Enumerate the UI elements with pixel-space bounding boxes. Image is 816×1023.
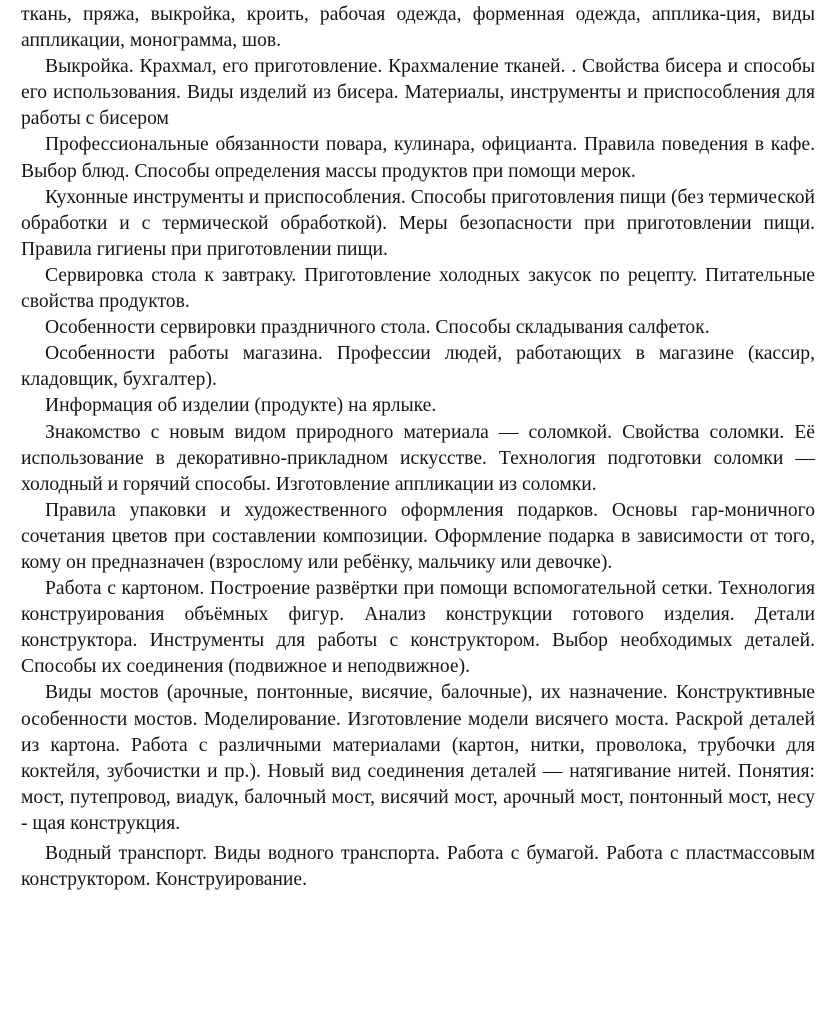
paragraph-breakfast-table: Сервировка стола к завтраку. Приготовление холодных закусок по рецепту. Питательные свойства продуктов. (21, 264, 815, 313)
paragraph-bridges: Виды мостов (арочные, понтонные, висячие, балочные), их назначение. Конструктивные особенности мостов. Моделирование. Изготовление модели висячего моста. Раскрой деталей из картона. Работа с различными материалами (картон, нитки, проволока, трубочки для коктейля, зубочистки и пр.). Новый вид соединения деталей — натягивание нитей. Понятия: мост, путепровод, виадук, балочный мост, висячий мост, арочный мост, понтонный мост, несу - щая конструкция. (21, 682, 815, 834)
paragraph-water-transport: Водный транспорт. Виды водного транспорта. Работа с бумагой. Работа с пластмассовым конструктором. Конструирование. (21, 843, 815, 891)
document-page (21, 2, 815, 893)
paragraph-straw-material: Знакомство с новым видом природного материала — соломкой. Свойства соломки. Её использование в декоративно-прикладном искусстве. Технология подготовки соломки — холодный и горячий способы. Изготовление аппликации из соломки. (21, 421, 815, 495)
paragraph-pattern-starch-beads: Выкройка. Крахмал, его приготовление. Крахмаление тканей. . Свойства бисера и способы его использования. Виды изделий из бисера. Материалы, инструменты и приспособления для работы с бисером (21, 56, 815, 130)
paragraph-shop-work: Особенности работы магазина. Профессии людей, работающих в магазине (кассир, кладовщик, бухгалтер). (21, 343, 815, 391)
paragraph-gift-wrapping: Правила упаковки и художественного оформления подарков. Основы гар-моничного сочетания цветов при составлении композиции. Оформление подарка в зависимости от того, кому он предназначен (взрослому или ребёнку, мальчику или девочке). (21, 499, 815, 573)
paragraph-cook-duties: Профессиональные обязанности повара, кулинара, официанта. Правила поведения в кафе. Выбор блюд. Способы определения массы продуктов при помощи мерок. (21, 134, 815, 182)
paragraph-text-tail: ткань, пряжа, выкройка, кроить, рабочая одежда, форменная одежда, апплика-ция, виды аппликации, монограмма, шов. (21, 4, 815, 52)
paragraph-festive-table: Особенности сервировки праздничного стола. Способы складывания салфеток. (45, 317, 710, 339)
paragraph-kitchen-tools: Кухонные инструменты и приспособления. Способы приготовления пищи (без термической обработки и с термической обработкой). Меры безопасности при приготовлении пищи. Правила гигиены при приготовлении пищи. (21, 186, 815, 260)
paragraph-cardboard-work: Работа с картоном. Построение развёртки при помощи вспомогательной сетки. Технология конструирования объёмных фигур. Анализ конструкции готового изделия. Детали конструктора. Инструменты для работы с конструктором. Выбор необходимых деталей. Способы их соединения (подвижное и неподвижное). (21, 578, 815, 678)
paragraph-product-label: Информация об изделии (продукте) на ярлыке. (45, 395, 437, 417)
